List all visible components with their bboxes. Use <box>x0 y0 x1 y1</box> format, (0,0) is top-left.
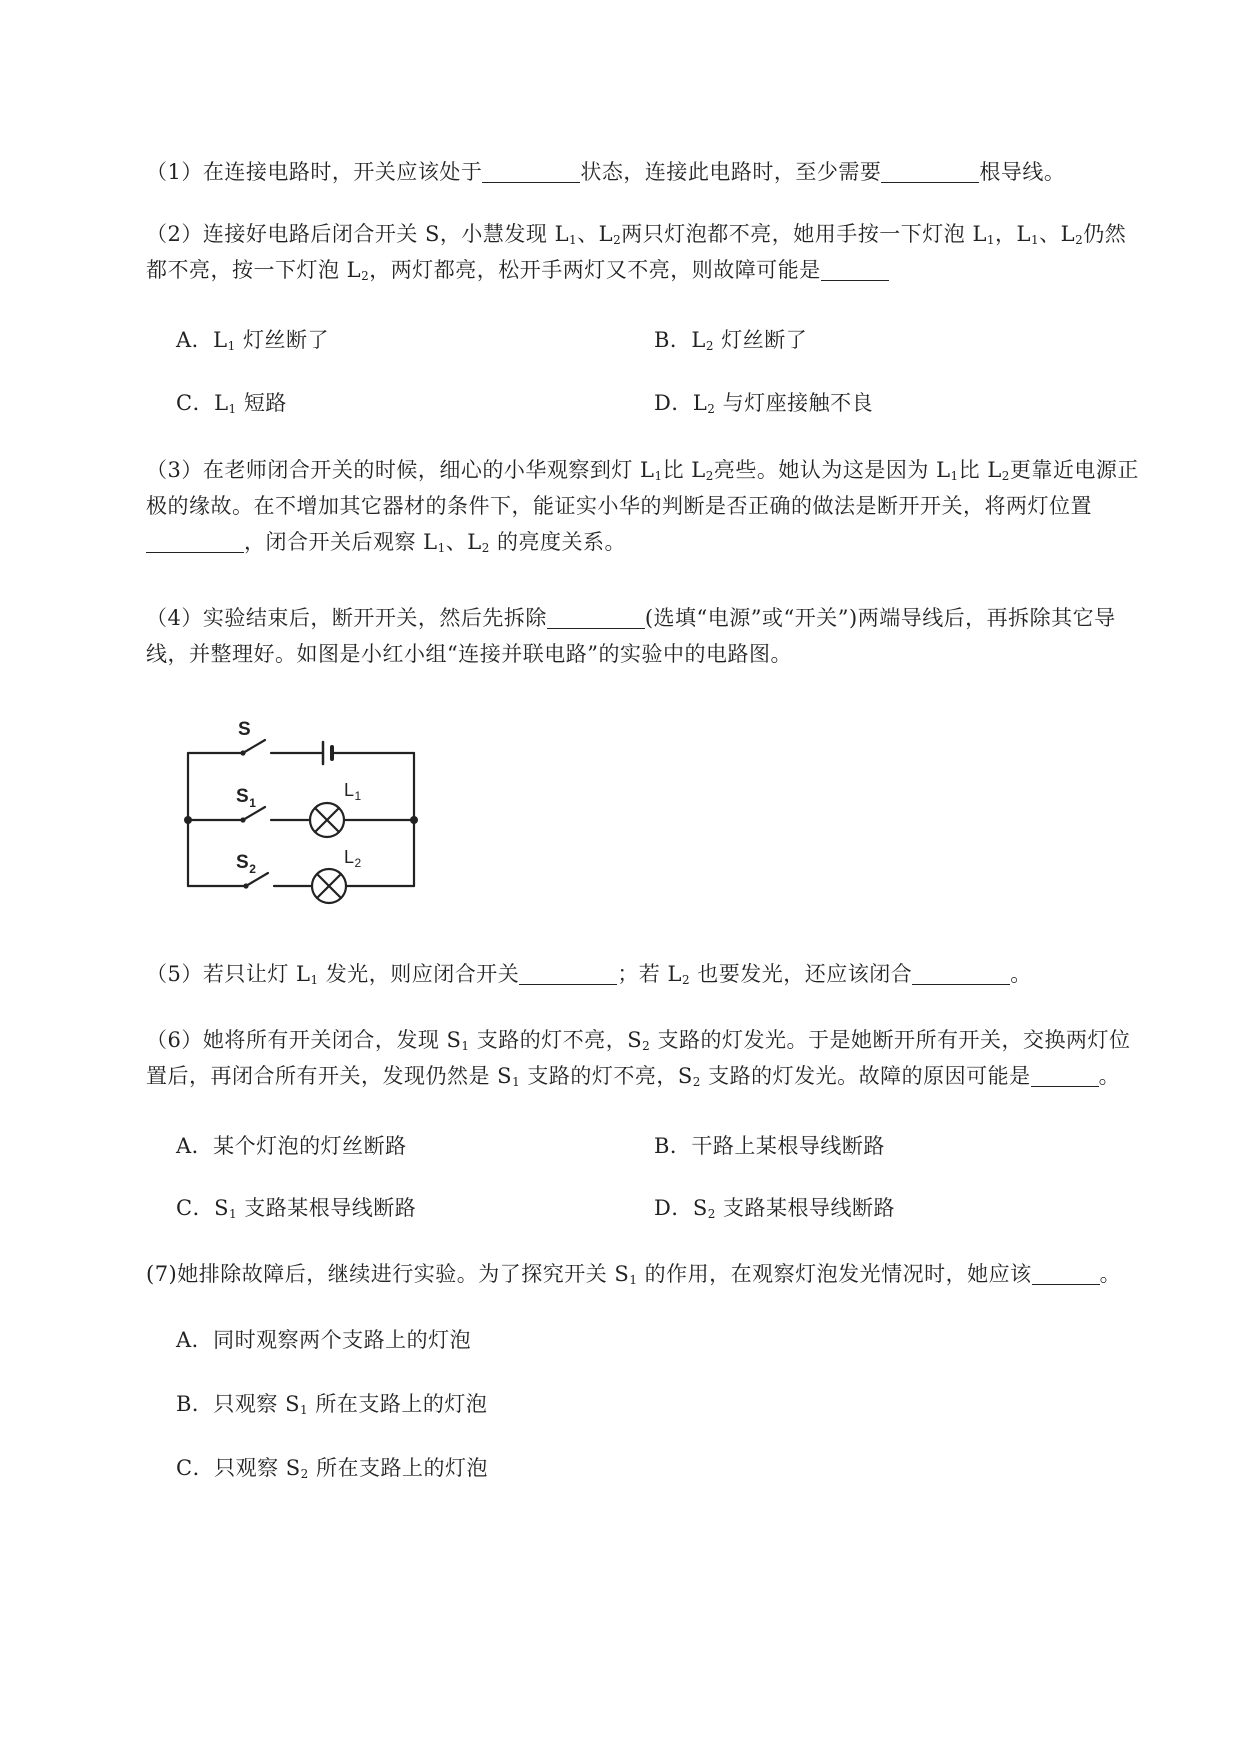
option-text: D．S <box>654 1196 708 1220</box>
q3-text: 比 L <box>958 458 1002 482</box>
subscript: 2 <box>707 402 716 416</box>
option-b[interactable] <box>654 322 807 358</box>
option-text: A．同时观察两个支路上的灯泡 <box>176 1328 472 1352</box>
q3-text: （3）在老师闭合开关的时候，细心的小华观察到灯 L <box>146 458 655 482</box>
switch-pivot <box>240 817 245 822</box>
q4-text: (选填“电源”或“开关”)两端导线后，再拆除其它导线，并整理好。如图是小红小组“连接并联电路”的实验中的电路图。 <box>146 606 1116 666</box>
junction-node <box>184 816 192 824</box>
answer-blank[interactable] <box>146 526 244 553</box>
option-text: C．L <box>176 391 229 415</box>
q3-text: 、L <box>445 530 482 554</box>
q3-text: 比 L <box>662 458 706 482</box>
option-text: 支路某根导线断路 <box>237 1196 417 1220</box>
subscript: 1 <box>300 1403 309 1417</box>
q1-text: 状态，连接此电路时，至少需要 <box>580 160 882 184</box>
subscript: 1 <box>227 339 236 353</box>
q6-text: 支路的灯发光。于是她断开所有开关，交换两灯位置后，再闭合所有开关，发现仍然是 S <box>146 1028 1131 1088</box>
option-c[interactable] <box>176 1450 488 1486</box>
option-text: A．L <box>176 328 228 352</box>
answer-blank[interactable] <box>821 254 889 281</box>
q2-text: 、L <box>577 222 614 246</box>
subscript: 2 <box>300 1467 309 1481</box>
question-3 <box>146 452 1146 560</box>
option-a[interactable] <box>176 1128 407 1164</box>
option-a[interactable] <box>176 322 329 358</box>
switch-pivot <box>240 750 245 755</box>
option-c[interactable] <box>176 385 287 421</box>
subscript: 1 <box>986 233 996 247</box>
answer-blank[interactable] <box>1032 1258 1100 1285</box>
option-text: B．L <box>654 328 706 352</box>
option-text: 短路 <box>236 391 287 415</box>
subscript: 2 <box>1001 469 1010 483</box>
q5-text: 发光，则应闭合开关 <box>318 962 520 986</box>
q4-text: （4）实验结束后，断开开关，然后先拆除 <box>146 606 547 630</box>
q3-text: 亮些。她认为这是因为 L <box>713 458 951 482</box>
q5-text: 也要发光，还应该闭合 <box>690 962 913 986</box>
subscript: 1 <box>461 1039 470 1053</box>
label-s2: $S_2$ <box>236 852 257 876</box>
answer-blank[interactable] <box>912 958 1010 985</box>
q1-text: 根导线。 <box>979 160 1066 184</box>
q2-text: ，两灯都亮，松开手两灯又不亮，则故障可能是 <box>369 258 821 282</box>
q2-text: 、L <box>1039 222 1076 246</box>
option-text: C．S <box>176 1196 229 1220</box>
q6-text: 支路的灯不亮，S <box>520 1064 693 1088</box>
q5-text: ；若 L <box>617 962 682 986</box>
option-a[interactable] <box>176 1322 471 1358</box>
option-text: 与灯座接触不良 <box>715 391 874 415</box>
subscript: 2 <box>705 339 715 353</box>
option-text: 支路某根导线断路 <box>715 1196 896 1220</box>
question-2 <box>146 216 1146 288</box>
q2-text: ，L <box>995 222 1031 246</box>
subscript: 2 <box>481 541 490 555</box>
answer-blank[interactable] <box>1031 1060 1099 1087</box>
parallel-circuit-diagram <box>178 720 428 920</box>
subscript: 1 <box>310 973 319 987</box>
question-4 <box>146 600 1146 672</box>
option-text: 灯丝断了 <box>714 328 808 352</box>
option-text: B．干路上某根导线断路 <box>654 1134 885 1158</box>
question-6 <box>146 1022 1146 1094</box>
subscript: 2 <box>705 469 714 483</box>
q5-text: 。 <box>1010 962 1032 986</box>
subscript: 1 <box>228 1207 238 1221</box>
subscript: 2 <box>681 973 691 987</box>
junction-node <box>410 816 418 824</box>
q7-text: (7)她排除故障后，继续进行实验。为了探究开关 S <box>146 1262 630 1286</box>
q2-text: 两只灯泡都不亮，她用手按一下灯泡 L <box>621 222 987 246</box>
option-text: B．只观察 S <box>176 1392 300 1416</box>
subscript: 1 <box>228 402 237 416</box>
switch-s-blade <box>243 740 265 753</box>
question-5 <box>146 956 1146 992</box>
label-l2: $L_2$ <box>344 847 362 870</box>
q1-text: （1）在连接电路时，开关应该处于 <box>146 160 483 184</box>
answer-blank[interactable] <box>547 602 645 629</box>
subscript: 1 <box>1031 233 1040 247</box>
subscript: 1 <box>654 469 663 483</box>
option-text: 灯丝断了 <box>235 328 329 352</box>
label-s1: $S_1$ <box>236 786 257 810</box>
question-1 <box>146 154 1146 190</box>
label-l1: $L_1$ <box>344 780 362 803</box>
answer-blank[interactable] <box>881 156 979 183</box>
q6-text: 支路的灯不亮，S <box>469 1028 643 1052</box>
option-text: A．某个灯泡的灯丝断路 <box>176 1134 407 1158</box>
option-text: C．只观察 S <box>176 1456 301 1480</box>
question-7 <box>146 1256 1146 1292</box>
subscript: 2 <box>361 269 370 283</box>
q3-text: ，闭合开关后观察 L <box>244 530 438 554</box>
subscript: 1 <box>629 1273 638 1287</box>
q6-text: 。 <box>1098 1064 1121 1088</box>
subscript: 2 <box>707 1207 716 1221</box>
answer-blank[interactable] <box>519 958 617 985</box>
option-d[interactable] <box>654 1190 895 1226</box>
option-text: D．L <box>654 391 708 415</box>
option-text: 所在支路上的灯泡 <box>308 1392 488 1416</box>
option-c[interactable] <box>176 1190 416 1226</box>
q5-text: （5）若只让灯 L <box>146 962 311 986</box>
option-b[interactable] <box>176 1386 487 1422</box>
subscript: 2 <box>692 1075 701 1089</box>
option-text: 所在支路上的灯泡 <box>308 1456 488 1480</box>
subscript: 1 <box>569 233 578 247</box>
q6-text: （6）她将所有开关闭合，发现 S <box>146 1028 462 1052</box>
subscript: 2 <box>642 1039 651 1053</box>
switch-pivot <box>243 883 248 888</box>
q3-text: 的亮度关系。 <box>489 530 627 554</box>
q7-text: 的作用，在观察灯泡发光情况时，她应该 <box>637 1262 1032 1286</box>
subscript: 1 <box>950 469 959 483</box>
q2-text: 仍然都不亮，按一下灯泡 L <box>146 222 1127 282</box>
subscript: 2 <box>613 233 622 247</box>
q2-text: （2）连接好电路后闭合开关 S，小慧发现 L <box>146 222 570 246</box>
subscript: 1 <box>437 541 446 555</box>
subscript: 2 <box>1075 233 1084 247</box>
q7-text: 。 <box>1099 1262 1122 1286</box>
q6-text: 支路的灯发光。故障的原因可能是 <box>700 1064 1031 1088</box>
answer-blank[interactable] <box>482 156 580 183</box>
q3-text: 更靠近电源正极的缘故。在不增加其它器材的条件下，能证实小华的判断是否正确的做法是断开开关，将两灯位置 <box>146 458 1139 518</box>
option-d[interactable] <box>654 385 873 421</box>
subscript: 1 <box>512 1075 521 1089</box>
option-b[interactable] <box>654 1128 885 1164</box>
label-s: S <box>238 720 252 740</box>
